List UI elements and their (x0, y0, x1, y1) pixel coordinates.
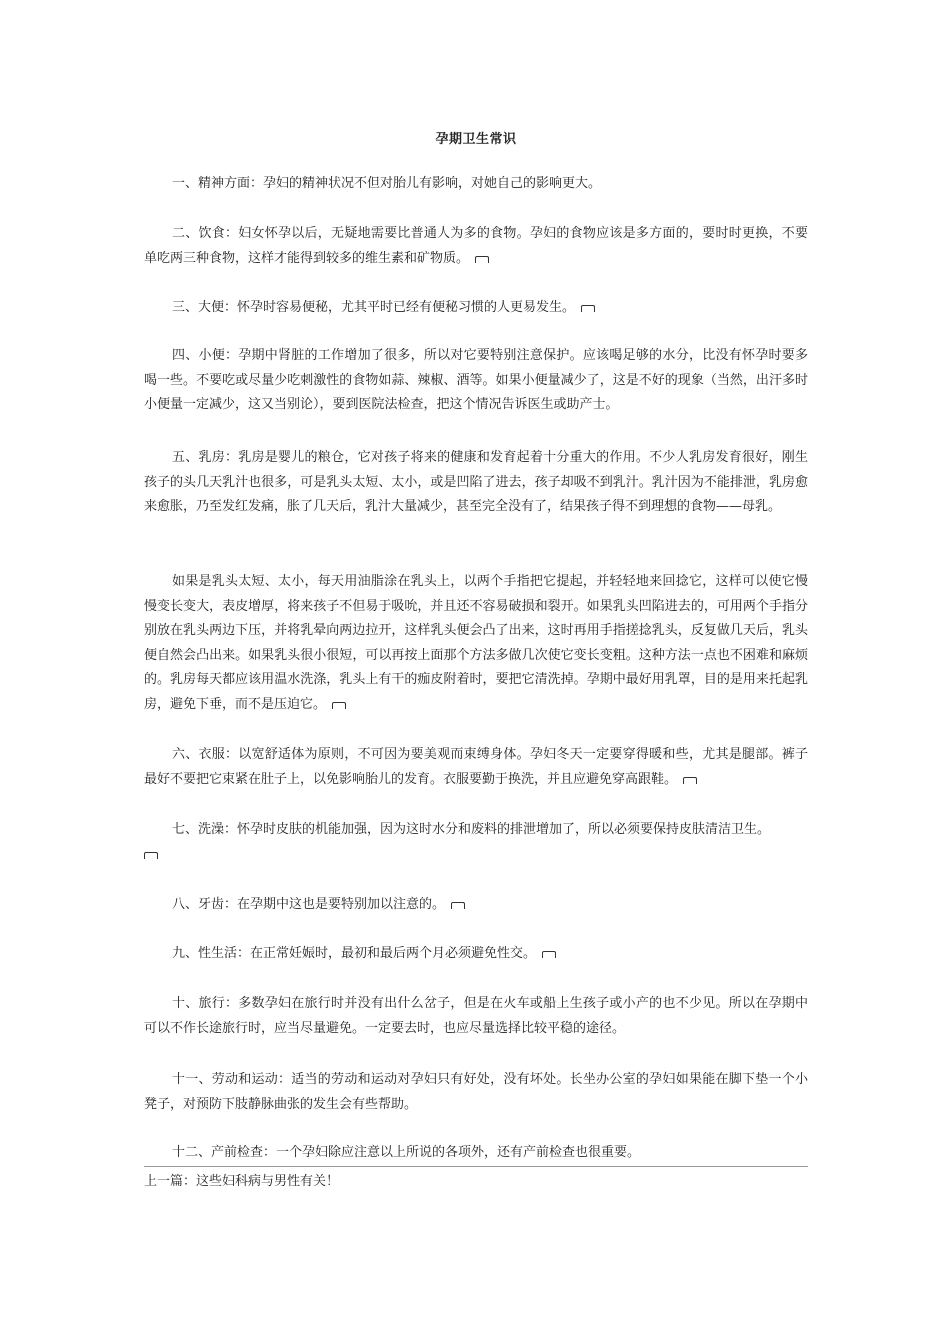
paragraph-breast: 五、乳房：乳房是婴儿的粮仓，它对孩子将来的健康和发育起着十分重大的作用。不少人乳房发育很好，刚生孩子的头几天乳汁也很多，可是乳头太短、太小，或是凹陷了进去，孩子却吸不到乳汁。乳汁因为不能排泄，乳房愈来愈胀，乃至发红发痛，胀了几天后，乳汁大量减少，甚至完全没有了，结果孩子得不到理想的食物——母乳。 (144, 450, 808, 514)
return-mark-icon (451, 902, 465, 909)
divider (144, 1166, 808, 1167)
paragraph-mental: 一、精神方面：孕妇的精神状况不但对胎儿有影响，对她自己的影响更大。 (172, 176, 602, 191)
return-mark-icon (683, 777, 697, 784)
paragraph-teeth: 八、牙齿：在孕期中这也是要特别加以注意的。 (144, 893, 808, 918)
return-mark-icon (581, 305, 595, 312)
paragraph-clothing: 六、衣服：以宽舒适体为原则，不可因为要美观而束缚身体。孕妇冬天一定要穿得暖和些，尤其是腿部。裤子最好不要把它束紧在肚子上，以免影响胎儿的发育。衣服要勤于换洗，并且应避免穿高跟鞋。 (144, 747, 808, 787)
paragraph-urination: 四、小便：孕期中肾脏的工作增加了很多，所以对它要特别注意保护。应该喝足够的水分，比没有怀孕时要多喝一些。不要吃或尽量少吃刺激性的食物如蒜、辣椒、酒等。如果小便量减少了，这是不好的现象（当然，出汗多时小便量一定减少，这又当别论），要到医院法检查，把这个情况告诉医生或助产士。 (144, 348, 808, 412)
paragraph-sex-life: 九、性生活：在正常妊娠时，最初和最后两个月必须避免性交。 (144, 942, 808, 967)
paragraph-prenatal-check: 十二、产前检查：一个孕妇除应注意以上所说的各项外，还有产前检查也很重要。 (172, 1145, 641, 1160)
return-mark-icon (332, 702, 346, 709)
return-mark-icon (542, 951, 556, 958)
return-mark-icon (475, 256, 489, 263)
paragraph-bathing: 七、洗澡：怀孕时皮肤的机能加强，因为这时水分和废料的排泄增加了，所以必须要保持皮肤清洁卫生。 (144, 818, 808, 867)
paragraph-exercise: 十一、劳动和运动：适当的劳动和运动对孕妇只有好处，没有坏处。长坐办公室的孕妇如果能在脚下垫一个小凳子，对预防下肢静脉曲张的发生会有些帮助。 (144, 1072, 808, 1112)
return-mark-icon (144, 852, 158, 859)
paragraph-bowel: 三、大便：怀孕时容易便秘，尤其平时已经有便秘习惯的人更易发生。 (144, 296, 808, 321)
paragraph-diet: 二、饮食：妇女怀孕以后，无疑地需要比普通人为多的食物。孕妇的食物应该是多方面的，要时时更换，不要单吃两三种食物，这样才能得到较多的维生素和矿物质。 (144, 226, 808, 266)
paragraph-travel: 十、旅行：多数孕妇在旅行时并没有出什么岔子，但是在火车或船上生孩子或小产的也不少见。所以在孕期中可以不作长途旅行时，应当尽量避免。一定要去时，也应尽量选择比较平稳的途径。 (144, 996, 808, 1036)
page-title: 孕期卫生常识 (435, 132, 517, 147)
paragraph-breast-care: 如果是乳头太短、太小，每天用油脂涂在乳头上，以两个手指把它提起，并轻轻地来回捻它，这样可以使它慢慢变长变大，表皮增厚，将来孩子不但易于吸吮，并且还不容易破损和裂开。如果乳头凹陷进去的，可用两个手指分别放在乳头两边下压，并将乳晕向两边拉开，这样乳头便会凸了出来，这时再用手指搓捻乳头，反复做几天后，乳头便自然会凸出来。如果乳头很小很短，可以再按上面那个方法多做几次使它变长变粗。这种方法一点也不困难和麻烦的。乳房每天都应该用温水洗涤，乳头上有干的痂皮附着时，要把它清洗掉。孕期中最好用乳罩，目的是用来托起乳房，避免下垂，而不是压迫它。 (144, 574, 808, 712)
previous-article-link[interactable]: 上一篇：这些妇科病与男性有关！ (144, 1174, 340, 1189)
